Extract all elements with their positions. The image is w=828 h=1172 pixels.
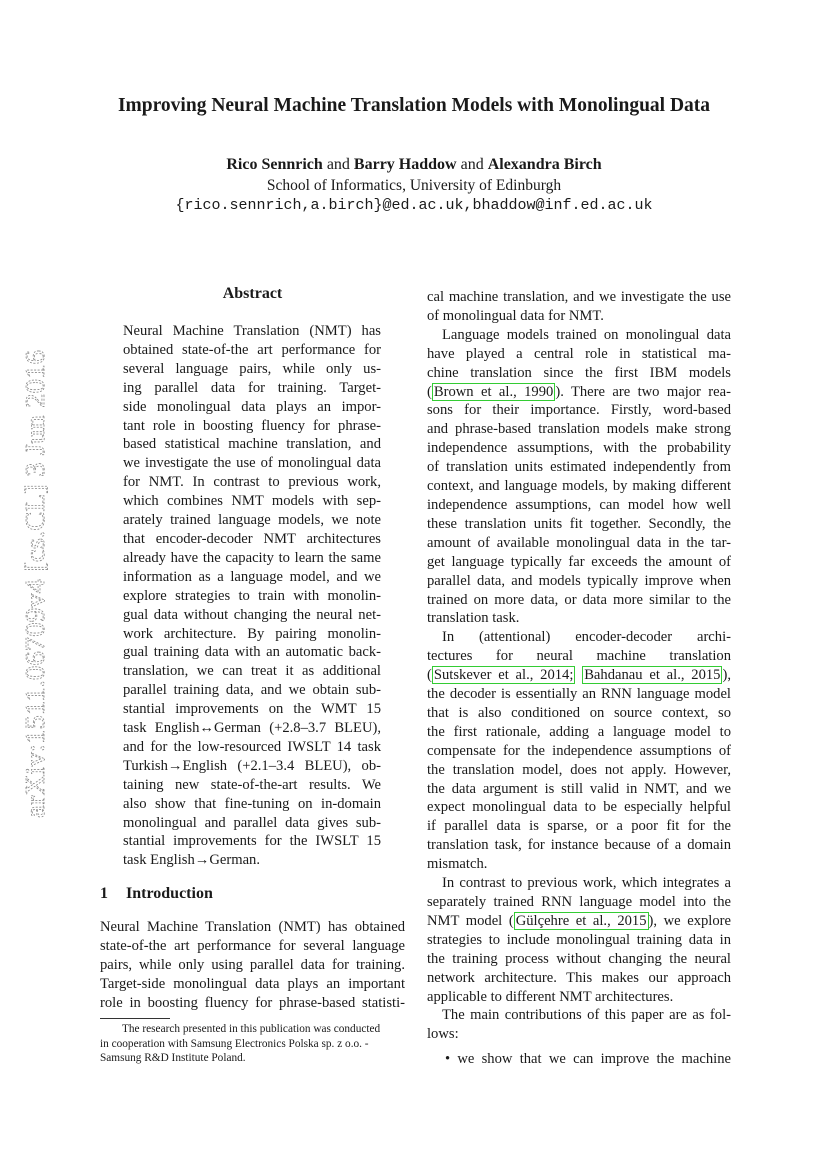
abstract-line: which combines NMT models with sep- (123, 493, 381, 510)
text-line: get language typically far exceeds the amount of (427, 553, 731, 570)
text-line: lows: (427, 1026, 459, 1043)
abstract-line: monolingual and parallel data gives sub- (123, 814, 381, 831)
text-line: cal machine translation, and we investigate the use (427, 289, 731, 305)
text-line: translation task. (427, 610, 520, 627)
text-line: applicable to different NMT architectures. (427, 988, 674, 1005)
paper-title: Improving Neural Machine Translation Models with Monolingual Data (117, 95, 711, 116)
footnote-line: Samsung R&D Institute Poland. (100, 1052, 246, 1065)
text-line: independence assumptions, can model how well (427, 496, 731, 513)
affiliation: School of Informatics, University of Edinburgh (266, 177, 562, 194)
text-line: amount of available monolingual data in the tar- (427, 534, 731, 551)
text-line: tectures for neural machine translation (427, 648, 731, 665)
abstract-line: task English→German. (123, 852, 260, 869)
intro-line: pairs, while only using parallel data for training. (100, 956, 405, 973)
text-line: of translation units estimated independently from (427, 459, 731, 476)
intro-line: state-of-the art performance for several language (100, 937, 405, 954)
text-line: the training process without changing the neural (427, 950, 731, 967)
text-line: mismatch. (427, 856, 488, 873)
text-line: translation task, for instance because of a domain (427, 837, 731, 854)
abstract-line: that encoder-decoder NMT architectures (123, 530, 381, 547)
abstract-line: we investigate the use of monolingual data (123, 455, 381, 472)
arxiv-stamp (18, 348, 52, 820)
abstract-line: ing parallel data for training. Target- (123, 379, 381, 396)
text-line: these translation units fit together. Secondly, the (427, 515, 731, 532)
section-number: 1 (100, 885, 108, 902)
and-1: and (326, 156, 350, 173)
citation-link[interactable]: Gülçehre et al., 2015 (515, 912, 647, 929)
text-line: Language models trained on monolingual data (442, 326, 731, 343)
text-line: and phrase-based translation models make strong (427, 421, 731, 438)
abstract-line: taining new state-of-the-art results. We (123, 776, 381, 793)
text-line: The main contributions of this paper are as fol- (442, 1007, 731, 1024)
text-line: strategies to include monolingual training data in (427, 931, 731, 948)
intro-body (100, 918, 405, 1013)
text-line: the first rationale, adding a language model to (427, 723, 731, 740)
text-line: have played a central role in statistical ma- (427, 345, 731, 362)
right-column (427, 288, 731, 1069)
text-line: the data argument is still valid in NMT, and we (427, 780, 731, 797)
footnote-line: in cooperation with Samsung Electronics Polska sp. z o.o. - (100, 1037, 369, 1050)
citation-link[interactable]: Bahdanau et al., 2015 (584, 667, 721, 684)
abstract-line: work architecture. By pairing monolin- (123, 625, 381, 642)
text-line: the translation model, does not apply. However, (427, 761, 731, 778)
abstract-line: gual data without changing the neural net- (123, 606, 381, 623)
abstract-line: for NMT. In contrast to previous work, (123, 474, 381, 491)
text-line: expect monolingual data to be especially helpful (427, 799, 731, 816)
text-line: that is also conditioned on source context, so (427, 704, 731, 721)
abstract-line: parallel training data, and we obtain sub- (123, 682, 381, 699)
abstract-line: side monolingual data plays an impor- (123, 398, 381, 415)
abstract-line: explore strategies to train with monolin- (123, 587, 381, 604)
abstract-line: already have the capacity to learn the same (123, 549, 381, 566)
abstract-line: translation, we can treat it as additional (123, 663, 381, 680)
abstract-body (123, 322, 381, 870)
abstract-line: stantial improvements on the WMT 15 (123, 701, 381, 718)
bullet-icon: • (445, 1051, 451, 1068)
abstract-line: several language pairs, while only us- (123, 360, 381, 377)
text-line: of monolingual data for NMT. (427, 307, 604, 324)
text-line: NMT model ( Gülçehre et al., 2015 ), we explore (427, 912, 731, 929)
text-line: In contrast to previous work, which integrates a (442, 875, 731, 892)
intro-line: role in boosting fluency for phrase-based statisti- (100, 994, 405, 1011)
text-line: chine translation since the first IBM models (427, 364, 731, 381)
author-1: Rico Sennrich (226, 156, 323, 173)
abstract-line: obtained state-of-the art performance for (123, 341, 381, 358)
text-line: if parallel data is sparse, or a poor fit for the (427, 818, 731, 835)
citation-link[interactable]: Sutskever et al., 2014; (433, 667, 574, 684)
text-line: In (attentional) encoder-decoder archi- (442, 629, 731, 646)
text-line: compensate for the independence assumptions of (427, 742, 731, 759)
text-line: network architecture. This makes our approach (427, 969, 731, 986)
author-2: Barry Haddow (353, 156, 457, 173)
abstract-line: and for the low-resourced IWSLT 14 task (123, 738, 381, 755)
footnote-rule (100, 1018, 170, 1019)
intro-line: Target-side monolingual data plays an important (100, 975, 405, 992)
text-line: the decoder is essentially an RNN language model (427, 686, 731, 703)
abstract-line: information as a language model, and we (123, 568, 381, 585)
text-line: separately trained RNN language model into the (427, 894, 731, 910)
abstract-line: tant role in boosting fluency for phrase- (123, 417, 381, 434)
text-line: sons for their importance. Firstly, word-based (427, 402, 731, 419)
text-line: ( Brown et al., 1990 ). There are two major rea- (427, 383, 731, 400)
email: {rico.sennrich,a.birch}@ed.ac.uk,bhaddow@inf.ed.ac.uk (175, 197, 653, 214)
footnote (100, 1022, 405, 1066)
author-line (0, 156, 828, 174)
citation-link[interactable]: Brown et al., 1990 (433, 383, 554, 400)
author-3: Alexandra Birch (487, 156, 602, 173)
abstract-line: task English↔German (+2.8–3.7 BLEU), (123, 720, 381, 737)
footnote-line: The research presented in this publication was conducted (122, 1023, 381, 1035)
abstract-line: based statistical machine translation, and (123, 436, 381, 453)
arxiv-id: arXiv:1511.06709v4 [cs.CL] 3 Jun 2016 (19, 372, 50, 818)
intro-line: Neural Machine Translation (NMT) has obtained (100, 919, 405, 935)
abstract-line: stantial improvements for the IWSLT 15 (123, 833, 381, 850)
text-line: context, and language models, by making different (427, 478, 731, 495)
text-line: independence assumptions, with the probability (427, 440, 731, 457)
section-title: Introduction (126, 885, 213, 902)
bullet-item: • we show that we can improve the machine (445, 1051, 731, 1068)
text-line: trained on more data, or data more similar to the (427, 591, 731, 608)
abstract-line: Turkish→English (+2.1–3.4 BLEU), ob- (123, 757, 381, 774)
abstract-line: gual training data with an automatic back- (123, 644, 381, 661)
text-line: parallel data, and models typically improve when (427, 572, 731, 589)
abstract-line: Neural Machine Translation (NMT) has (123, 323, 381, 339)
text-line: ( Sutskever et al., 2014; Bahdanau et al., 2015 ), (427, 667, 731, 684)
abstract-heading: Abstract (222, 285, 283, 302)
section-heading (100, 885, 213, 903)
abstract-line: also show that fine-tuning on in-domain (123, 795, 381, 812)
abstract-line: arately trained language models, we note (123, 512, 381, 529)
and-2: and (460, 156, 484, 173)
